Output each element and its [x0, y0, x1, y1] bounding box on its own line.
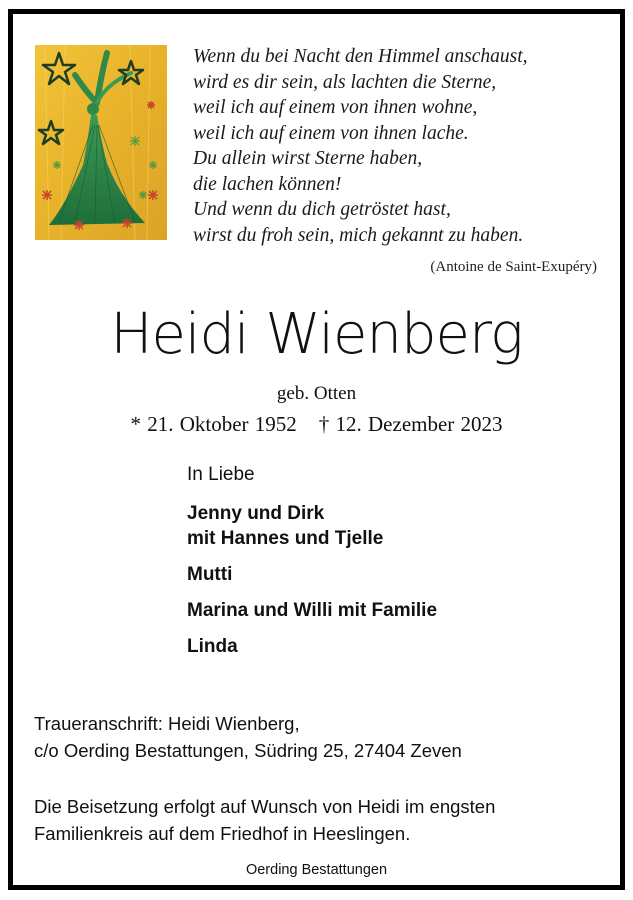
funeral-line: Familienkreis auf dem Friedhof in Heeslingen. — [34, 823, 411, 844]
poem-line: Wenn du bei Nacht den Himmel anschaust, — [193, 46, 528, 67]
address-line: Traueranschrift: Heidi Wienberg, — [34, 713, 300, 734]
mourner-line: Jenny und Dirk — [187, 503, 325, 524]
angel-painting — [35, 45, 167, 240]
poem-line: die lachen können! — [193, 173, 342, 195]
mourner-group — [187, 501, 437, 551]
undertaker-name: Oerding Bestattungen — [245, 862, 388, 878]
poem-line: Und wenn du dich getröstet hast, — [193, 199, 451, 220]
poem — [193, 44, 613, 248]
death-date: † 12. Dezember 2023 — [318, 412, 503, 436]
mourner-line: Marina und Willi mit Familie — [187, 600, 438, 621]
mourner-line: Linda — [187, 636, 238, 657]
deceased-name: Heidi Wienberg — [110, 302, 523, 367]
mourner-line: Mutti — [187, 564, 233, 585]
address-line: c/o Oerding Bestattungen, Südring 25, 27404 Zeven — [34, 740, 462, 761]
funeral-notice — [34, 793, 495, 847]
funeral-line: Die Beisetzung erfolgt auf Wunsch von Heidi im engsten — [34, 796, 496, 817]
mourning-address — [34, 710, 462, 764]
mourner-group — [187, 598, 437, 623]
poem-line: weil ich auf einem von ihnen lache. — [193, 122, 469, 144]
poem-source: (Antoine de Saint-Exupéry) — [430, 259, 597, 275]
angel-with-stars-image — [35, 45, 167, 240]
poem-line: Du allein wirst Sterne haben, — [193, 148, 423, 169]
poem-line: wird es dir sein, als lachten die Sterne, — [193, 71, 497, 93]
poem-line: wirst du froh sein, mich gekannt zu haben. — [193, 224, 524, 246]
mourner-line: mit Hannes und Tjelle — [187, 528, 384, 549]
birth-date: * 21. Oktober 1952 — [130, 412, 297, 436]
maiden-name: geb. Otten — [276, 383, 357, 404]
mourner-group — [187, 634, 437, 659]
mourners-intro: In Liebe — [187, 464, 255, 485]
mourner-group — [187, 562, 437, 587]
mourners-list — [187, 462, 437, 670]
life-dates — [0, 412, 633, 437]
poem-line: weil ich auf einem von ihnen wohne, — [193, 97, 478, 118]
